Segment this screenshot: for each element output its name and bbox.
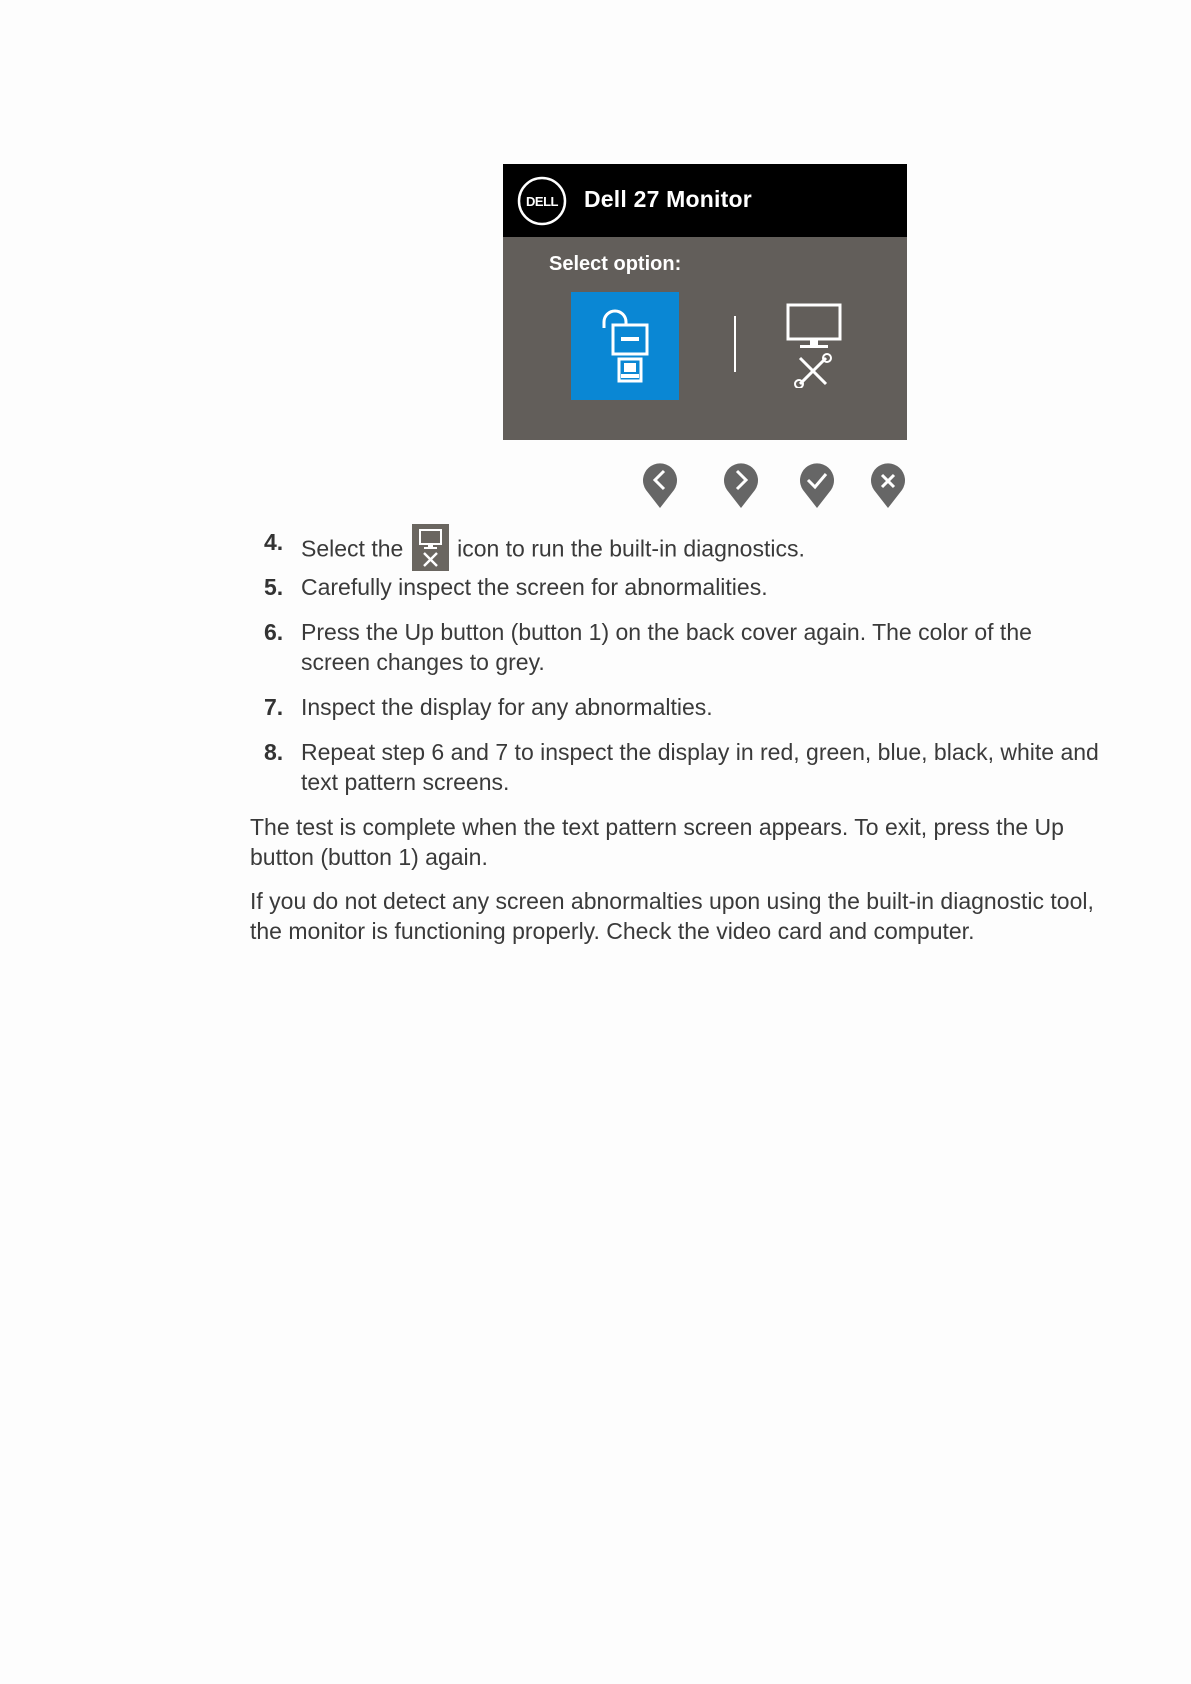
step-number: 5. [264,574,284,600]
step-text: Carefully inspect the screen for abnormalities. [301,574,768,600]
osd-menu [503,164,907,440]
step-text: Inspect the display for any abnormalties. [301,694,713,720]
dell-logo [517,176,567,226]
close-icon[interactable] [870,463,906,509]
step-number: 6. [264,619,284,645]
unlock-icon [571,292,679,400]
osd-body [503,237,907,440]
diagnostics-option[interactable] [783,302,845,388]
diagnostics-icon [783,302,845,388]
chevron-right-icon[interactable] [723,463,759,509]
step-text: Select the icon to run the built-in diagnostics. [301,527,1121,574]
unlock-option[interactable] [571,292,679,400]
diagnostics-icon [412,524,449,571]
chevron-left-icon[interactable] [642,463,678,509]
step-text: Repeat step 6 and 7 to inspect the display in red, green, blue, black, white and text pattern screens. [301,739,1099,795]
checkmark-icon[interactable] [799,463,835,509]
paragraph-no-abnormalities: If you do not detect any screen abnormalties upon using the built-in diagnostic tool, the monitor is functioning properly. Check the video card and computer. [250,888,1094,944]
step-text: Press the Up button (button 1) on the back cover again. The color of the screen changes to grey. [301,619,1032,675]
osd-prompt: Select option: [549,253,682,275]
option-separator [734,316,736,372]
osd-header [503,164,907,237]
svg-text:DELL: DELL [526,194,558,209]
step-number: 8. [264,739,284,765]
paragraph-test-complete: The test is complete when the text pattern screen appears. To exit, press the Up button (button 1) again. [250,814,1064,870]
osd-title: Dell 27 Monitor [584,186,752,212]
step-number: 4. [264,529,284,555]
step-number: 7. [264,694,284,720]
